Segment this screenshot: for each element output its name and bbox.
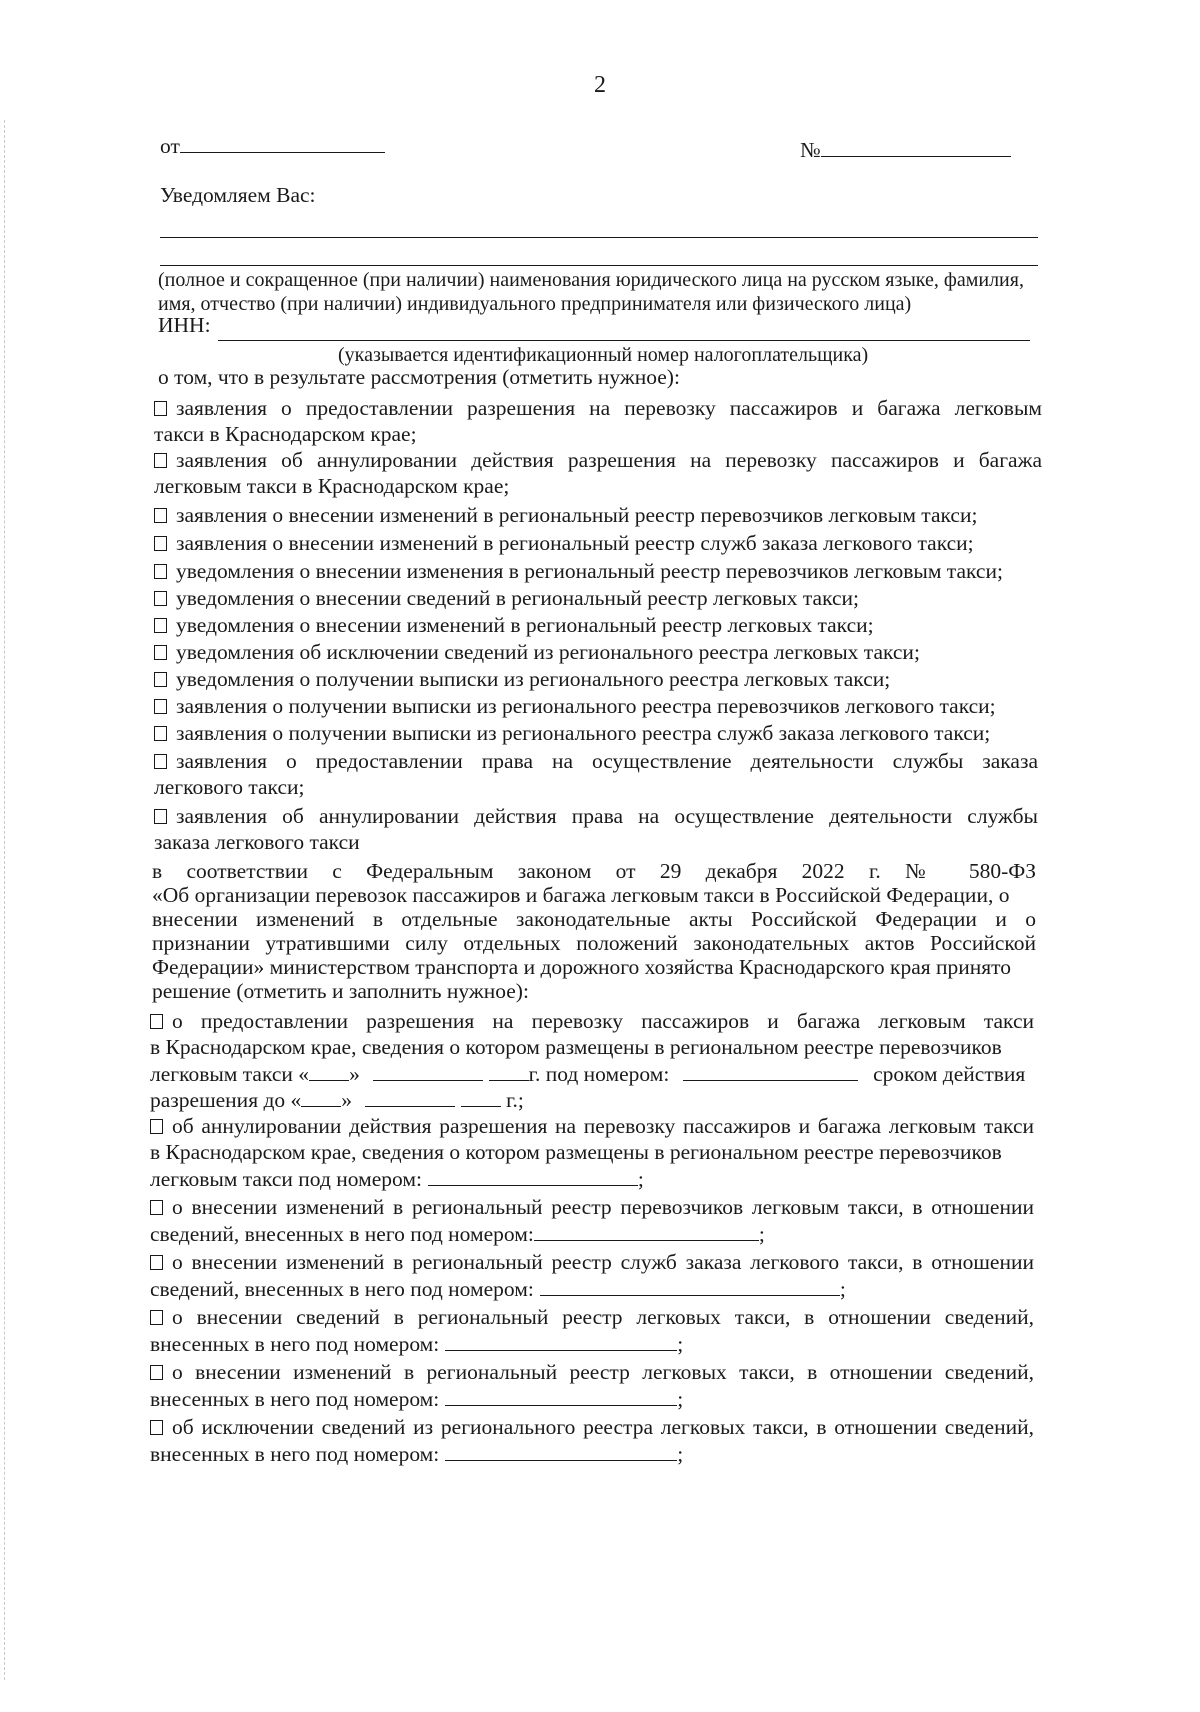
decision-5: о внесении сведений в региональный реестр легковых такси, в отношении сведений, bbox=[150, 1304, 1034, 1330]
decision-7-number-blank[interactable] bbox=[445, 1440, 677, 1461]
decision-4-line-2: сведений, внесенных в него под номером: ; bbox=[150, 1277, 846, 1301]
checkbox[interactable] bbox=[154, 672, 167, 687]
valid-day-blank[interactable] bbox=[301, 1086, 341, 1107]
applicant-line-2[interactable] bbox=[160, 265, 1038, 266]
review-intro: о том, что в результате рассмотрения (отметить нужное): bbox=[158, 365, 680, 389]
number-label: № bbox=[800, 138, 821, 162]
review-option-12: заявления о предоставлении права на осуществление деятельности службы заказа bbox=[154, 748, 1038, 774]
decision-1-line-2: в Краснодарском крае, сведения о котором размещены в региональном реестре перевозчиков bbox=[150, 1035, 1002, 1059]
review-option-3: заявления о внесении изменений в региональный реестр перевозчиков легковым такси; bbox=[154, 502, 977, 528]
checkbox[interactable] bbox=[154, 618, 167, 633]
decision-3: о внесении изменений в региональный реестр перевозчиков легковым такси, в отношении bbox=[150, 1194, 1034, 1220]
review-option-8: уведомления об исключении сведений из регионального реестра легковых такси; bbox=[154, 639, 920, 665]
inn-hint: (указывается идентификационный номер налогоплательщика) bbox=[338, 344, 869, 366]
decision-2-line-3: легковым такси под номером: ; bbox=[150, 1167, 644, 1191]
decision-3-line-2: сведений, внесенных в него под номером: ; bbox=[150, 1222, 765, 1246]
month-blank[interactable] bbox=[373, 1060, 483, 1081]
checkbox[interactable] bbox=[154, 564, 167, 579]
page-number: 2 bbox=[594, 72, 606, 98]
review-option-9: уведомления о получении выписки из регионального реестра легковых такси; bbox=[154, 666, 890, 692]
inn-label: ИНН: bbox=[158, 313, 211, 337]
decision-6-line-2: внесенных в него под номером: ; bbox=[150, 1387, 684, 1411]
checkbox[interactable] bbox=[154, 699, 167, 714]
applicant-line-1[interactable] bbox=[160, 237, 1038, 238]
decision-5-line-2: внесенных в него под номером: ; bbox=[150, 1332, 684, 1356]
checkbox[interactable] bbox=[154, 754, 167, 769]
review-option-2-cont: легковым такси в Краснодарском крае; bbox=[154, 474, 510, 498]
notify-label: Уведомляем Вас: bbox=[160, 183, 316, 207]
review-option-7: уведомления о внесении изменений в региональный реестр легковых такси; bbox=[154, 612, 874, 638]
decision-6-number-blank[interactable] bbox=[445, 1385, 677, 1406]
law-line-1: в соответствии с Федеральным законом от 29 декабря 2022 г. № 580-ФЗ bbox=[152, 859, 1036, 883]
review-option-6: уведомления о внесении сведений в региональный реестр легковых такси; bbox=[154, 585, 859, 611]
review-option-2: заявления об аннулировании действия разрешения на перевозку пассажиров и багажа bbox=[154, 447, 1042, 473]
from-field bbox=[160, 132, 385, 159]
checkbox[interactable] bbox=[150, 1255, 163, 1270]
decision-6: о внесении изменений в региональный реестр легковых такси, в отношении сведений, bbox=[150, 1359, 1034, 1385]
applicant-hint-2: имя, отчество (при наличии) индивидуального предпринимателя или физического лица) bbox=[158, 293, 912, 315]
decision-1-line-3: легковым такси « » г. под номером: сроком действия bbox=[150, 1062, 1026, 1086]
checkbox[interactable] bbox=[150, 1119, 163, 1134]
decision-2: об аннулировании действия разрешения на перевозку пассажиров и багажа легковым такси bbox=[150, 1113, 1034, 1139]
from-label: от bbox=[160, 134, 180, 158]
from-date-blank[interactable] bbox=[180, 132, 385, 153]
checkbox[interactable] bbox=[154, 401, 167, 416]
decision-4-number-blank[interactable] bbox=[540, 1275, 840, 1296]
decision-2-line-2: в Краснодарском крае, сведения о котором размещены в региональном реестре перевозчиков bbox=[150, 1140, 1002, 1164]
number-blank[interactable] bbox=[821, 136, 1011, 157]
decision-3-number-blank[interactable] bbox=[534, 1220, 759, 1241]
law-line-6: решение (отметить и заполнить нужное): bbox=[152, 979, 529, 1003]
review-option-13: заявления об аннулировании действия права на осуществление деятельности службы bbox=[154, 803, 1038, 829]
checkbox[interactable] bbox=[150, 1420, 163, 1435]
review-option-4: заявления о внесении изменений в региональный реестр служб заказа легкового такси; bbox=[154, 530, 974, 556]
number-field bbox=[800, 136, 1011, 163]
valid-year-blank[interactable] bbox=[461, 1086, 501, 1107]
review-option-1-cont: такси в Краснодарском крае; bbox=[154, 422, 417, 446]
review-option-1: заявления о предоставлении разрешения на перевозку пассажиров и багажа легковым bbox=[154, 395, 1042, 421]
decision-5-number-blank[interactable] bbox=[445, 1330, 677, 1351]
decision-7-line-2: внесенных в него под номером: ; bbox=[150, 1442, 684, 1466]
review-option-10: заявления о получении выписки из регионального реестра перевозчиков легкового такси; bbox=[154, 693, 996, 719]
checkbox[interactable] bbox=[154, 508, 167, 523]
law-line-3: внесении изменений в отдельные законодательные акты Российской Федерации и о bbox=[152, 907, 1036, 931]
decision-2-number-blank[interactable] bbox=[428, 1165, 638, 1186]
checkbox[interactable] bbox=[154, 809, 167, 824]
checkbox[interactable] bbox=[154, 453, 167, 468]
inn-blank[interactable] bbox=[218, 340, 1030, 341]
review-option-13-cont: заказа легкового такси bbox=[154, 830, 360, 854]
checkbox[interactable] bbox=[154, 645, 167, 660]
law-line-5: Федерации» министерством транспорта и дорожного хозяйства Краснодарского края принято bbox=[152, 955, 1012, 979]
checkbox[interactable] bbox=[150, 1310, 163, 1325]
decision-4: о внесении изменений в региональный реестр служб заказа легкового такси, в отношении bbox=[150, 1249, 1034, 1275]
scan-edge bbox=[4, 120, 6, 1680]
year-blank[interactable] bbox=[489, 1060, 529, 1081]
checkbox[interactable] bbox=[154, 591, 167, 606]
checkbox[interactable] bbox=[150, 1014, 163, 1029]
day-blank[interactable] bbox=[309, 1060, 349, 1081]
checkbox[interactable] bbox=[150, 1200, 163, 1215]
applicant-hint-1: (полное и сокращенное (при наличии) наименования юридического лица на русском языке, фамилия, bbox=[158, 269, 1024, 291]
checkbox[interactable] bbox=[154, 726, 167, 741]
valid-month-blank[interactable] bbox=[365, 1086, 455, 1107]
review-option-11: заявления о получении выписки из регионального реестра служб заказа легкового такси; bbox=[154, 720, 990, 746]
checkbox[interactable] bbox=[154, 536, 167, 551]
checkbox[interactable] bbox=[150, 1365, 163, 1380]
decision-7: об исключении сведений из регионального реестра легковых такси, в отношении сведений, bbox=[150, 1414, 1034, 1440]
law-line-4: признании утратившими силу отдельных положений законодательных актов Российской bbox=[152, 931, 1036, 955]
decision-1-line-4: разрешения до « » г.; bbox=[150, 1088, 524, 1112]
register-number-blank[interactable] bbox=[683, 1060, 858, 1081]
law-line-2: «Об организации перевозок пассажиров и багажа легковым такси в Российской Федерации, о bbox=[152, 883, 1010, 907]
review-option-5: уведомления о внесении изменения в региональный реестр перевозчиков легковым такси; bbox=[154, 558, 1003, 584]
review-option-12-cont: легкового такси; bbox=[154, 775, 305, 799]
decision-1: о предоставлении разрешения на перевозку пассажиров и багажа легковым такси bbox=[150, 1008, 1034, 1034]
